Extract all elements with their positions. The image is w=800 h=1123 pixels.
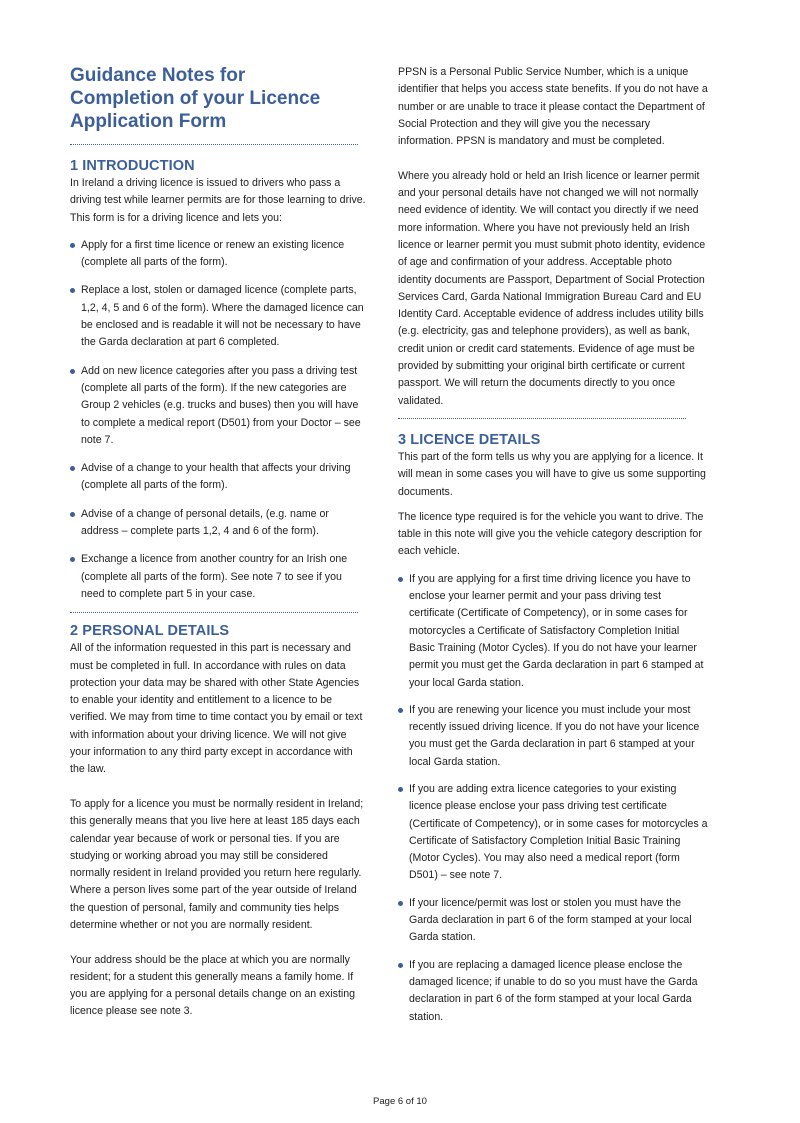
introduction-text: In Ireland a driving licence is issued to drivers who pass a driving test while learner permits are for those learning to drive. This form is for a driving licence and lets you: — [70, 177, 366, 224]
introduction-list — [70, 237, 368, 603]
section-heading-licence-details: 3 LICENCE DETAILS — [398, 431, 541, 448]
paragraph-spacer — [70, 934, 368, 951]
paragraph-spacer — [70, 779, 368, 796]
right-column — [398, 64, 708, 1026]
identity-paragraph: Where you already hold or held an Irish licence or learner permit and your personal details have not changed we will not normally need evidence of identity. We will contact you directly if we need more information. Where you have not previously held an Irish licence or learner permit you must submit photo identity, evidence of age and confirmation of your address. Acceptable photo identity documents are Passport, Department of Social Protection Services Card, Garda National Immigration Bureau Card and EU Identity Card. Acceptable evidence of address includes utility bills (e.g. electricity, gas and telephone providers), as well as bank, credit union or credit card statements. Evidence of age must be provided by submitting your original birth certificate or current passport. We will return the documents directly to you once validated. — [398, 169, 706, 407]
dotted-divider — [398, 418, 686, 419]
page-title — [70, 64, 368, 133]
title-line: Application Form — [70, 111, 227, 132]
list-item: Advise of a change to your health that affects your driving (complete all parts of the form). — [70, 460, 368, 495]
personal-details-paragraph: All of the information requested in this part is necessary and must be completed in full. In accordance with rules on data protection your data may be shared with other State Agencies to enable your identity and entitlement to a licence to be verified. We may from time to time contact you by email or text with information about your driving licence. We will not give your information to any third party except in accordance with the law. — [70, 642, 363, 776]
title-line: Guidance Notes for — [70, 65, 246, 86]
licence-details-paragraph: This part of the form tells us why you are applying for a licence. It will mean in some cases you will have to give us some supporting documents. — [398, 450, 706, 498]
list-item: If your licence/permit was lost or stolen you must have the Garda declaration in part 6 of the form stamped at your local Garda station. — [398, 895, 708, 947]
section-heading-introduction: 1 INTRODUCTION — [70, 158, 195, 174]
list-item: Replace a lost, stolen or damaged licence (complete parts, 1,2, 4, 5 and 6 of the form). Where the damaged licence can be enclosed and is readable it will not be necessary to have the Garda declaration at part 6 completed. — [70, 282, 368, 351]
licence-details-list — [398, 571, 708, 1026]
section-heading-personal-details: 2 PERSONAL DETAILS — [70, 623, 230, 640]
paragraph-spacer — [398, 501, 708, 509]
dotted-divider — [70, 144, 358, 145]
personal-details-paragraph: Your address should be the place at which you are normally resident; for a student this generally means a family home. If you are applying for a personal details change on an existing licence please see note 3. — [70, 953, 356, 1018]
list-item: Apply for a first time licence or renew an existing licence (complete all parts of the form). — [70, 237, 368, 272]
dotted-divider — [70, 612, 358, 613]
page-number: Page 6 of 10 — [373, 1096, 427, 1107]
title-line: Completion of your Licence — [70, 88, 321, 109]
list-item: If you are replacing a damaged licence please enclose the damaged licence; if unable to do so you must have the Garda declaration in part 6 of the form stamped at your local Garda station. — [398, 957, 708, 1026]
list-item: Exchange a licence from another country for an Irish one (complete all parts of the form). See note 7 to see if you need to complete part 5 in your case. — [70, 551, 368, 603]
paragraph-spacer — [398, 150, 708, 167]
licence-details-paragraph: The licence type required is for the vehicle you want to drive. The table in this note will give you the vehicle category description for each vehicle. — [398, 510, 704, 558]
list-item: If you are applying for a first time driving licence you have to enclose your learner permit and your pass driving test certificate (Certificate of Competency), or in some cases for motorcycles a Certificate of Satisfactory Completion Initial Basic Training (Motor Cycles). If you do not have your learner permit you must get the Garda declaration in part 6 stamped at your local Garda station. — [398, 571, 708, 692]
ppsn-paragraph: PPSN is a Personal Public Service Number, which is a unique identifier that helps you access state benefits. If you do not have a number or are unable to trace it please contact the Department of Social Protection and they will give you the necessary information. PPSN is mandatory and must be completed. — [398, 66, 708, 148]
list-item: Advise of a change of personal details, (e.g. name or address – complete parts 1,2, 4 and 6 of the form). — [70, 506, 368, 541]
list-item: If you are renewing your licence you must include your most recently issued driving licence. If you do not have your licence you must get the Garda declaration in part 6 stamped at your local Garda station. — [398, 702, 708, 771]
left-column — [70, 64, 368, 1021]
list-item: Add on new licence categories after you pass a driving test (complete all parts of the form). If the new categories are Group 2 vehicles (e.g. trucks and buses) then you will have to complete a medical report (D501) from your Doctor – see note 7. — [70, 363, 368, 449]
list-item: If you are adding extra licence categories to your existing licence please enclose your pass driving test certificate (Certificate of Competency), or in some cases for motorcycles a Certificate of Satisfactory Completion Initial Basic Training (Motor Cycles). You may also need a medical report (form D501) – see note 7. — [398, 781, 708, 885]
personal-details-paragraph: To apply for a licence you must be normally resident in Ireland; this generally means that you live here at least 185 days each calendar year because of work or personal ties. If you are studying or working abroad you may still be considered normally resident in Ireland provided you return here regularly. Where a person lives some part of the year outside of Ireland the question of personal, family and community ties helps determine whether or not you are normally resident. — [70, 797, 364, 931]
